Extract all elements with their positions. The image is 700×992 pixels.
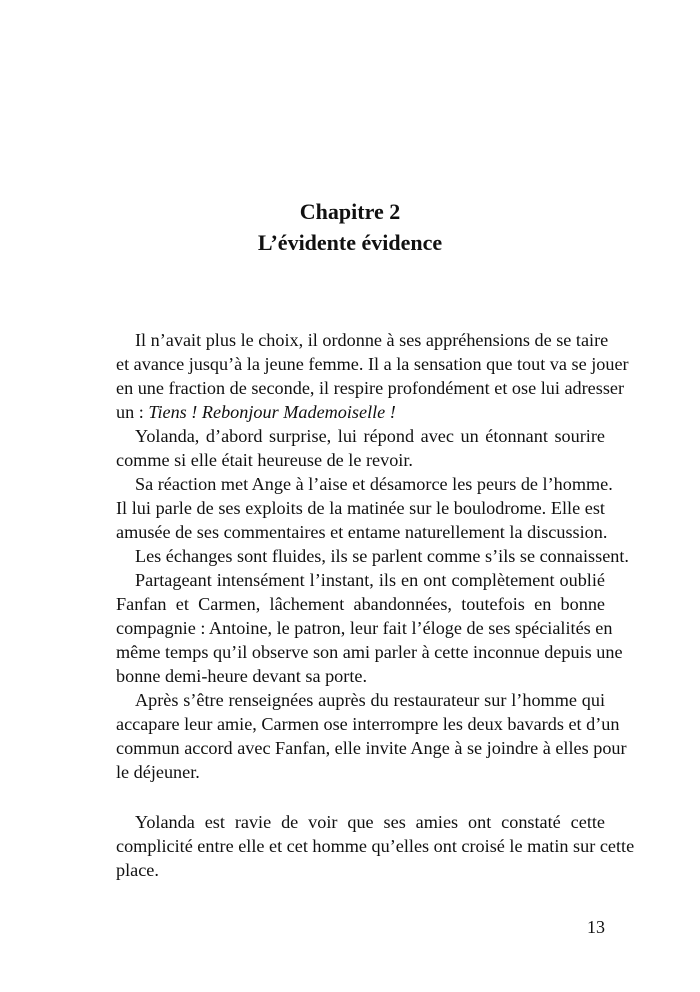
text-line: même temps qu’il observe son ami parler à cette inconnue depuis une: [116, 642, 623, 662]
text-line: Les échanges sont fluides, ils se parlent comme s’ils se connaissent.: [135, 546, 629, 566]
text-line: Partageant intensément l’instant, ils en ont complètement oublié: [135, 570, 605, 590]
text-line: Yolanda est ravie de voir que ses amies ont constaté cette: [135, 812, 605, 832]
text-line: commun accord avec Fanfan, elle invite Ange à se joindre à elles pour: [116, 738, 627, 758]
text-line: Sa réaction met Ange à l’aise et désamorce les peurs de l’homme.: [135, 474, 613, 494]
paragraph: [116, 472, 613, 544]
text-line: comme si elle était heureuse de le revoir.: [116, 450, 413, 470]
paragraph: [116, 568, 623, 688]
text-line: bonne demi-heure devant sa porte.: [116, 666, 367, 686]
text-line-prefix: un :: [116, 402, 149, 422]
text-line: compagnie : Antoine, le patron, leur fait l’éloge de ses spécialités en: [116, 618, 613, 638]
text-line: en une fraction de seconde, il respire profondément et ose lui adresser: [116, 378, 625, 398]
text-line: Yolanda, d’abord surprise, lui répond avec un étonnant sourire: [135, 426, 605, 446]
chapter-title: L’évidente évidence: [257, 230, 443, 255]
text-line: accapare leur amie, Carmen ose interrompre les deux bavards et d’un: [116, 714, 620, 734]
italic-quote: Tiens ! Rebonjour Mademoiselle !: [148, 402, 396, 422]
text-line: et avance jusqu’à la jeune femme. Il a la sensation que tout va se jouer: [116, 354, 629, 374]
body-text: [116, 328, 635, 882]
text-line: [116, 400, 605, 424]
paragraph: [116, 810, 635, 882]
text-line: Il lui parle de ses exploits de la matinée sur le boulodrome. Elle est: [116, 498, 605, 518]
paragraph-gap: [116, 784, 605, 810]
text-line: amusée de ses commentaires et entame naturellement la discussion.: [116, 522, 608, 542]
text-line: le déjeuner.: [116, 762, 200, 782]
paragraph: [116, 688, 627, 784]
page-number: 13: [587, 917, 605, 937]
text-line: Après s’être renseignées auprès du restaurateur sur l’homme qui: [135, 690, 605, 710]
text-line: complicité entre elle et cet homme qu’elles ont croisé le matin sur cette: [116, 836, 635, 856]
text-line: Il n’avait plus le choix, il ordonne à ses appréhensions de se taire: [135, 330, 609, 350]
text-line: Fanfan et Carmen, lâchement abandonnées, toutefois en bonne: [116, 594, 605, 614]
paragraph: [116, 424, 605, 472]
text-line: place.: [116, 860, 159, 880]
chapter-number: Chapitre 2: [299, 199, 401, 224]
paragraph: [116, 328, 629, 424]
paragraph: [116, 544, 629, 568]
